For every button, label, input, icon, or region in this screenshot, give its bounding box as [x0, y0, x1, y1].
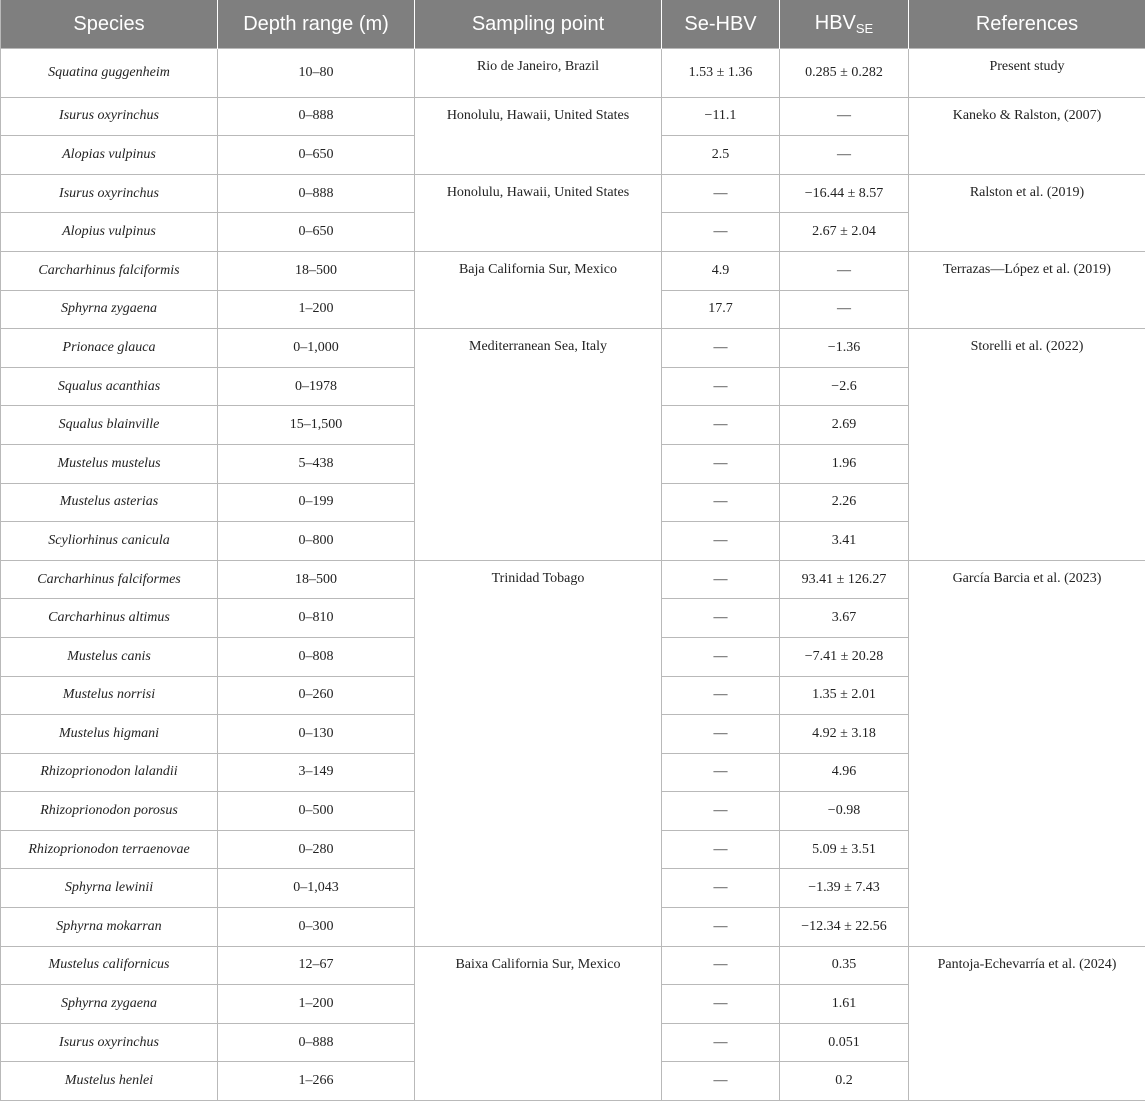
species-cell: Isurus oxyrinchus [1, 1023, 218, 1062]
hbv-se-cell: 0.2 [780, 1062, 909, 1101]
se-hbv-cell: — [662, 637, 780, 676]
table-row [1, 560, 1145, 599]
se-hbv-cell: — [662, 329, 780, 368]
se-hbv-cell: — [662, 367, 780, 406]
se-hbv-cell: — [662, 1023, 780, 1062]
depth-cell: 0–199 [218, 483, 415, 522]
depth-cell: 1–266 [218, 1062, 415, 1101]
species-cell: Squalus acanthias [1, 367, 218, 406]
species-cell: Sphyrna zygaena [1, 290, 218, 329]
species-cell: Mustelus norrisi [1, 676, 218, 715]
depth-cell: 0–500 [218, 792, 415, 831]
species-cell: Alopius vulpinus [1, 213, 218, 252]
se-hbv-cell: — [662, 715, 780, 754]
reference-cell: Storelli et al. (2022) [909, 329, 1145, 561]
se-hbv-cell: — [662, 444, 780, 483]
reference-cell: Pantoja-Echevarría et al. (2024) [909, 946, 1145, 1100]
depth-cell: 1–200 [218, 985, 415, 1024]
depth-cell: 0–888 [218, 97, 415, 136]
table-row [1, 946, 1145, 985]
depth-cell: 0–810 [218, 599, 415, 638]
table-row [1, 97, 1145, 136]
species-cell: Rhizoprionodon terraenovae [1, 830, 218, 869]
species-cell: Rhizoprionodon lalandii [1, 753, 218, 792]
se-hbv-cell: — [662, 522, 780, 561]
hbv-se-cell: −12.34 ± 22.56 [780, 908, 909, 947]
depth-cell: 0–1978 [218, 367, 415, 406]
species-cell: Rhizoprionodon porosus [1, 792, 218, 831]
species-cell: Isurus oxyrinchus [1, 97, 218, 136]
reference-cell: Terrazas—López et al. (2019) [909, 251, 1145, 328]
se-hbv-cell: — [662, 869, 780, 908]
hbv-se-cell: 2.69 [780, 406, 909, 445]
hbv-se-cell: 2.67 ± 2.04 [780, 213, 909, 252]
species-cell: Prionace glauca [1, 329, 218, 368]
depth-cell: 0–650 [218, 136, 415, 175]
depth-cell: 0–260 [218, 676, 415, 715]
sampling-point-cell: Honolulu, Hawaii, United States [415, 97, 662, 174]
depth-cell: 18–500 [218, 560, 415, 599]
hbv-se-cell: 93.41 ± 126.27 [780, 560, 909, 599]
reference-cell: Kaneko & Ralston, (2007) [909, 97, 1145, 174]
header-species: Species [1, 0, 218, 49]
table-header [1, 0, 1145, 49]
depth-cell: 5–438 [218, 444, 415, 483]
table-row [1, 251, 1145, 290]
hbv-se-cell: — [780, 290, 909, 329]
hbv-se-cell: 1.61 [780, 985, 909, 1024]
header-hbv-se-subscript: SE [856, 21, 873, 36]
sampling-point-cell: Honolulu, Hawaii, United States [415, 174, 662, 251]
species-cell: Mustelus asterias [1, 483, 218, 522]
se-hbv-cell: — [662, 946, 780, 985]
species-cell: Scyliorhinus canicula [1, 522, 218, 561]
se-hbv-cell: — [662, 985, 780, 1024]
hbv-se-cell: 2.26 [780, 483, 909, 522]
se-hbv-cell: — [662, 174, 780, 213]
species-cell: Alopias vulpinus [1, 136, 218, 175]
species-cell: Sphyrna mokarran [1, 908, 218, 947]
depth-cell: 18–500 [218, 251, 415, 290]
depth-cell: 0–280 [218, 830, 415, 869]
species-cell: Carcharhinus falciformes [1, 560, 218, 599]
se-hbv-cell: — [662, 830, 780, 869]
species-cell: Squalus blainville [1, 406, 218, 445]
depth-cell: 15–1,500 [218, 406, 415, 445]
se-hbv-cell: — [662, 1062, 780, 1101]
se-hbv-cell: — [662, 753, 780, 792]
se-hbv-cell: — [662, 406, 780, 445]
table-body [1, 49, 1145, 1101]
hbv-se-cell: 1.96 [780, 444, 909, 483]
header-row [1, 0, 1145, 49]
depth-cell: 1–200 [218, 290, 415, 329]
se-hbv-cell: 4.9 [662, 251, 780, 290]
hbv-se-cell: 0.285 ± 0.282 [780, 49, 909, 98]
hbv-se-cell: — [780, 136, 909, 175]
hbv-se-cell: −2.6 [780, 367, 909, 406]
hbv-se-cell: −1.39 ± 7.43 [780, 869, 909, 908]
depth-cell: 0–650 [218, 213, 415, 252]
species-cell: Carcharhinus falciformis [1, 251, 218, 290]
hbv-se-cell: 0.35 [780, 946, 909, 985]
hbv-se-cell: — [780, 97, 909, 136]
hbv-se-cell: 5.09 ± 3.51 [780, 830, 909, 869]
reference-cell: Ralston et al. (2019) [909, 174, 1145, 251]
table-row [1, 329, 1145, 368]
reference-cell: Present study [909, 49, 1145, 98]
depth-cell: 0–888 [218, 1023, 415, 1062]
species-cell: Mustelus henlei [1, 1062, 218, 1101]
sampling-point-cell: Baixa California Sur, Mexico [415, 946, 662, 1100]
table-row [1, 49, 1145, 98]
se-hbv-cell: — [662, 908, 780, 947]
species-cell: Mustelus canis [1, 637, 218, 676]
depth-cell: 12–67 [218, 946, 415, 985]
hbv-se-cell: 4.96 [780, 753, 909, 792]
species-cell: Sphyrna lewinii [1, 869, 218, 908]
sampling-point-cell: Baja California Sur, Mexico [415, 251, 662, 328]
species-cell: Sphyrna zygaena [1, 985, 218, 1024]
se-hbv-cell: — [662, 792, 780, 831]
se-hbv-cell: — [662, 213, 780, 252]
se-hbv-cell: 1.53 ± 1.36 [662, 49, 780, 98]
hbv-se-cell: −0.98 [780, 792, 909, 831]
depth-cell: 0–130 [218, 715, 415, 754]
hbv-se-cell: 1.35 ± 2.01 [780, 676, 909, 715]
se-hbv-cell: — [662, 676, 780, 715]
header-references: References [909, 0, 1145, 49]
header-hbv-se [780, 0, 909, 49]
se-hbv-cell: — [662, 560, 780, 599]
hbv-se-cell: −7.41 ± 20.28 [780, 637, 909, 676]
species-cell: Squatina guggenheim [1, 49, 218, 98]
sampling-point-cell: Mediterranean Sea, Italy [415, 329, 662, 561]
sampling-point-cell: Trinidad Tobago [415, 560, 662, 946]
depth-cell: 0–888 [218, 174, 415, 213]
header-depth-range: Depth range (m) [218, 0, 415, 49]
reference-cell: García Barcia et al. (2023) [909, 560, 1145, 946]
hbv-se-cell: 0.051 [780, 1023, 909, 1062]
hbv-se-cell: 3.41 [780, 522, 909, 561]
hbv-se-cell: −1.36 [780, 329, 909, 368]
depth-cell: 3–149 [218, 753, 415, 792]
se-hbv-cell: — [662, 599, 780, 638]
hbv-se-cell: 3.67 [780, 599, 909, 638]
se-hbv-cell: — [662, 483, 780, 522]
hbv-se-cell: — [780, 251, 909, 290]
depth-cell: 10–80 [218, 49, 415, 98]
header-sampling-point: Sampling point [415, 0, 662, 49]
se-hbv-cell: −11.1 [662, 97, 780, 136]
depth-cell: 0–300 [218, 908, 415, 947]
species-cell: Carcharhinus altimus [1, 599, 218, 638]
se-hbv-cell: 2.5 [662, 136, 780, 175]
species-cell: Mustelus mustelus [1, 444, 218, 483]
hbv-se-cell: −16.44 ± 8.57 [780, 174, 909, 213]
header-se-hbv: Se-HBV [662, 0, 780, 49]
se-hbv-cell: 17.7 [662, 290, 780, 329]
depth-cell: 0–1,000 [218, 329, 415, 368]
hbv-se-cell: 4.92 ± 3.18 [780, 715, 909, 754]
species-cell: Mustelus californicus [1, 946, 218, 985]
header-hbv-se-main: HBV [815, 12, 856, 34]
depth-cell: 0–808 [218, 637, 415, 676]
species-cell: Isurus oxyrinchus [1, 174, 218, 213]
depth-cell: 0–800 [218, 522, 415, 561]
sampling-point-cell: Rio de Janeiro, Brazil [415, 49, 662, 98]
species-cell: Mustelus higmani [1, 715, 218, 754]
table-row [1, 174, 1145, 213]
depth-cell: 0–1,043 [218, 869, 415, 908]
